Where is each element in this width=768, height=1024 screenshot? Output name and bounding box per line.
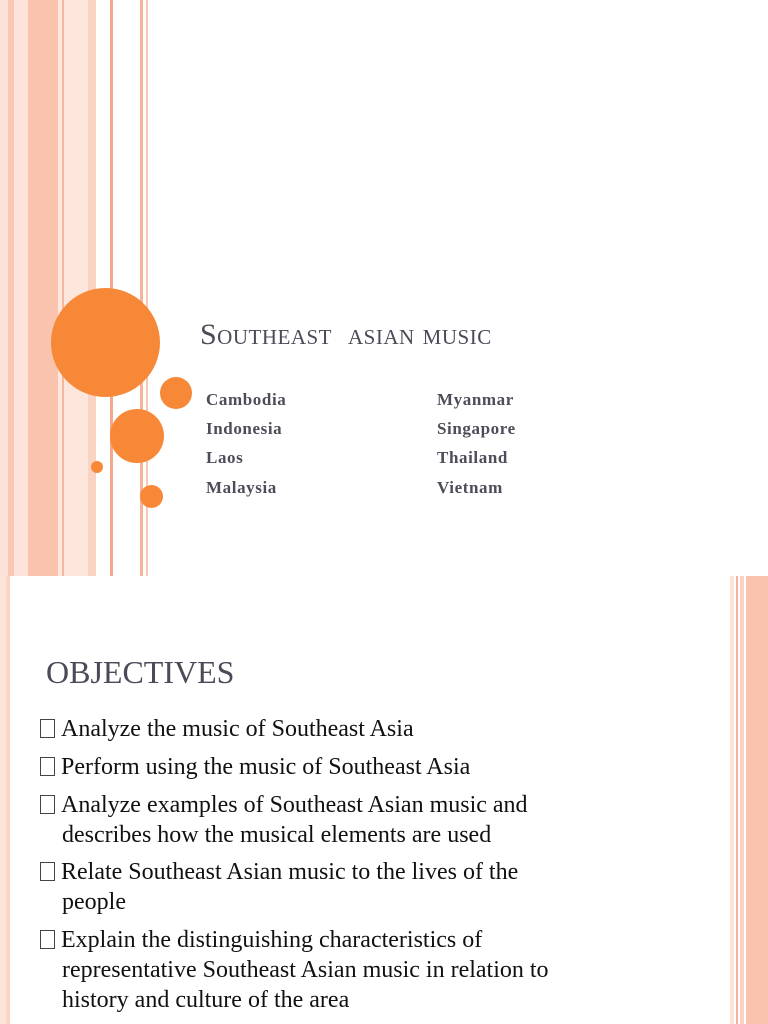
decorative-circle <box>140 485 163 508</box>
objective-line: Analyze the music of Southeast Asia <box>61 716 414 742</box>
objective-item <box>40 790 720 850</box>
bullet-box-icon <box>40 795 55 814</box>
objective-line: Explain the distinguishing characteristics of <box>61 927 483 953</box>
decorative-stripe <box>0 0 8 576</box>
objective-line: Relate Southeast Asian music to the lives of the <box>61 859 519 885</box>
objective-item <box>40 752 720 782</box>
objective-line: history and culture of the area <box>62 987 350 1013</box>
country-label: Singapore <box>437 419 516 438</box>
decorative-stripe <box>14 0 28 576</box>
decorative-stripe <box>6 576 10 1024</box>
country-label: Indonesia <box>206 419 283 438</box>
decorative-stripe <box>736 576 738 1024</box>
decorative-stripe <box>746 576 768 1024</box>
objective-line: Perform using the music of Southeast Asia <box>61 754 471 780</box>
decorative-circle <box>110 409 164 463</box>
objective-line: people <box>62 889 126 915</box>
country-label: Myanmar <box>437 390 514 409</box>
country-label: Vietnam <box>437 478 503 497</box>
slide-objectives <box>0 576 768 1024</box>
objective-item <box>40 857 720 917</box>
country-label: Malaysia <box>206 478 277 497</box>
decorative-circle <box>51 288 160 397</box>
bullet-box-icon <box>40 757 55 776</box>
slide-title-text: Southeast asian music <box>200 318 492 351</box>
objectives-heading: OBJECTIVES <box>46 654 235 690</box>
objective-line: Analyze examples of Southeast Asian music and <box>61 792 528 818</box>
objective-line: representative Southeast Asian music in relation to <box>62 957 549 983</box>
bullet-box-icon <box>40 862 55 881</box>
objective-item <box>40 925 720 1015</box>
decorative-circle <box>91 461 103 473</box>
objective-line: describes how the musical elements are used <box>62 822 492 848</box>
decorative-stripe <box>740 576 744 1024</box>
decorative-stripe <box>28 0 58 576</box>
decorative-stripe <box>64 0 88 576</box>
bullet-box-icon <box>40 719 55 738</box>
decorative-circle <box>160 377 192 409</box>
decorative-stripe <box>730 576 734 1024</box>
country-label: Laos <box>206 448 244 467</box>
country-label: Cambodia <box>206 390 287 409</box>
objective-item <box>40 714 720 744</box>
country-label: Thailand <box>437 448 508 467</box>
bullet-box-icon <box>40 930 55 949</box>
